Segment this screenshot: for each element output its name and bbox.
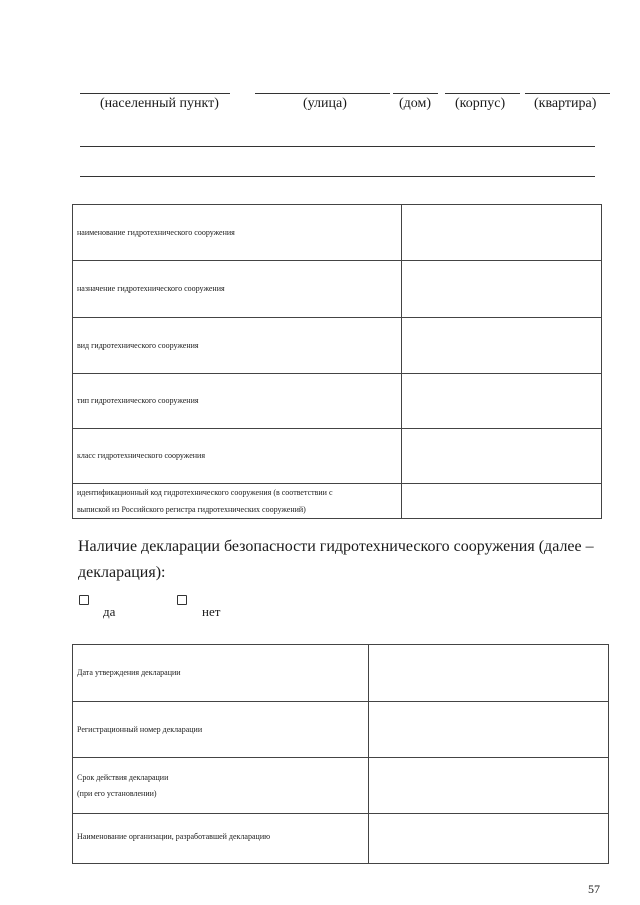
structure-type-value[interactable] xyxy=(402,374,602,429)
table-row xyxy=(73,702,609,758)
table-row xyxy=(73,645,609,702)
structure-type-label: тип гидротехнического сооружения xyxy=(73,374,402,429)
table-row xyxy=(73,374,602,429)
declaration-yes-checkbox[interactable] xyxy=(79,595,89,605)
structure-name-value[interactable] xyxy=(402,205,602,261)
structure-class-label: класс гидротехнического сооружения xyxy=(73,429,402,484)
declaration-validity-label-line1: Срок действия декларации xyxy=(77,772,169,782)
address-line-house xyxy=(393,93,438,94)
address-label-street: (улица) xyxy=(303,96,347,111)
structure-id-code-label-line1: идентификационный код гидротехнического сооружения (в соответствии с xyxy=(77,488,333,497)
declaration-reg-number-label: Регистрационный номер декларации xyxy=(73,702,369,758)
declaration-no-checkbox[interactable] xyxy=(177,595,187,605)
table-row xyxy=(73,261,602,318)
declaration-developer-label: Наименование организации, разработавшей декларацию xyxy=(73,814,369,864)
declaration-validity-value[interactable] xyxy=(369,758,609,814)
declaration-yes-label: да xyxy=(103,604,116,619)
address-line-apartment xyxy=(525,93,610,94)
declaration-no-label: нет xyxy=(202,604,221,619)
structure-id-code-label xyxy=(73,484,402,519)
address-label-settlement: (населенный пункт) xyxy=(100,96,219,111)
blank-line-1 xyxy=(80,146,595,147)
address-line-building xyxy=(445,93,520,94)
blank-line-2 xyxy=(80,176,595,177)
declaration-question-line2: декларация): xyxy=(78,564,166,581)
structure-purpose-label: назначение гидротехнического сооружения xyxy=(73,261,402,318)
address-label-building: (корпус) xyxy=(455,96,506,111)
structure-name-label: наименование гидротехнического сооружения xyxy=(73,205,402,261)
declaration-validity-label-line2: (при его установлении) xyxy=(77,788,157,798)
address-line-settlement xyxy=(80,93,230,94)
declaration-reg-number-value[interactable] xyxy=(369,702,609,758)
table-row xyxy=(73,814,609,864)
page-number: 57 xyxy=(588,882,600,896)
structure-class-value[interactable] xyxy=(402,429,602,484)
table-row xyxy=(73,205,602,261)
structure-info-table xyxy=(72,204,602,519)
declaration-info-table xyxy=(72,644,609,864)
address-line-street xyxy=(255,93,390,94)
structure-kind-label: вид гидротехнического сооружения xyxy=(73,318,402,374)
declaration-date-value[interactable] xyxy=(369,645,609,702)
table-row xyxy=(73,758,609,814)
address-label-house: (дом) xyxy=(399,96,432,111)
table-row xyxy=(73,318,602,374)
declaration-validity-label xyxy=(73,758,369,814)
structure-id-code-value[interactable] xyxy=(402,484,602,519)
declaration-question-line1: Наличие декларации безопасности гидротехнического сооружения (далее – xyxy=(78,538,594,555)
declaration-date-label: Дата утверждения декларации xyxy=(73,645,369,702)
declaration-developer-value[interactable] xyxy=(369,814,609,864)
structure-kind-value[interactable] xyxy=(402,318,602,374)
structure-purpose-value[interactable] xyxy=(402,261,602,318)
address-label-apartment: (квартира) xyxy=(534,96,597,111)
structure-id-code-label-line2: выпиской из Российского регистра гидротехнических сооружений) xyxy=(77,505,306,514)
table-row xyxy=(73,429,602,484)
table-row xyxy=(73,484,602,519)
